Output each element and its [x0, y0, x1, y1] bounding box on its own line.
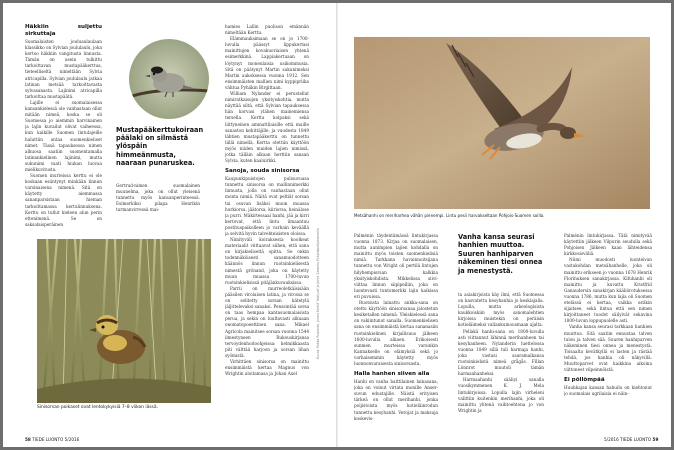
- photo-caption-goose: Metsähanhi on meriharhea vähän pienempi. Lintu pesii harvakseltaan Pohjois-Suomen soilla.: [354, 213, 545, 218]
- pull-quote-blackcap: Mustapääkerttukoiraan päälaki on silmästä ylöspäin himmeänmusta, naaraan punaruskea.: [116, 126, 204, 167]
- right-column-1: [354, 233, 438, 429]
- right-column-2: [458, 292, 544, 428]
- left-column-1: [25, 24, 102, 232]
- duckling-illustration: [37, 239, 211, 403]
- publication-name: TIEDE LUONTO 5/2016: [32, 437, 80, 442]
- section-heading-pollo: Ei pöllömpää: [564, 377, 605, 384]
- body-paragraph: Nimityväli koiraksesta koolkeat materiaalit viittaavat siihen, että sana on kirjakieliseltä opitta. Se onkin todennäköisesti sanamuodotteen käännös linnun ruotsinkielisestä nimestä grönand, joka on käytetty muun muassa 1700-luvun ruotsinkielisissä pitäjänkuvauksissa.: [225, 237, 309, 285]
- body-paragraph: Gertrud-nimen suomalainen muunelma, joka on ollut yleisenä tunnettu myös kansanperinteessä. Esimerkiksi pilapa Henrikin turmanvirressä mai-: [116, 183, 200, 213]
- blackcap-photo: [129, 39, 209, 119]
- publication-name: 5/2016 TIEDE LUONTO: [604, 437, 652, 442]
- page-number: 59: [652, 437, 659, 442]
- section-heading-hanhi: Halla hanhen siiven alla: [354, 371, 430, 378]
- right-page: [338, 3, 671, 447]
- body-paragraph: Ruotsista lainattu ankka-sana on otettu käyttöön sinisorsanaa jalostetun kesiketallen nimenä. Yleiskielessä sana on vakiintunut sanalla. Suomenkielisen sana on ensimmäistä kertaa sananasiin ruotsinkielinen kirjallisuus jälkeen 1600-luvulla alkaen. Erikoisesti sunmen murteissa varsinkin Kannakselle on elämyksiä sekä jo varhaisemmin käytetty myös luonnonvaraisesta sinisorsasta.: [354, 300, 438, 366]
- body-paragraph: Suomen murteissa kerttu ei ole koskaan esiintynyt minkään linnun varsinaisena nimenä. Sitä on käytetty aiemmassa sananparsistaan hieman tarkoittamassa kertulinnuksena. Kerttu on tullut kieleen alun perin ettenimenä. Se on saksalaisperäinen: [25, 173, 102, 227]
- body-paragraph: Huuhkajan kansan hahuilu on kiehtonut jo suomalais ugrilaisia ei näin-: [564, 385, 652, 397]
- goose-illustration: [354, 37, 650, 209]
- pull-quote-geese: Vanha kansa seurasi hanhien muuttoa. Suuren hanhiparven näkeminen tiesi onnea ja menestystä.: [458, 233, 543, 275]
- duckling-photo: [37, 239, 211, 403]
- page-footer-left: [25, 437, 79, 442]
- body-paragraph: Lajille ei suomalaisessa kansankielessä ole vanhastaan ollut mitään nimeä, koska se oli Suomessa jo aiemmin harvinainen ja lajin kuvailut olivat vaiheessa, kun kaikille Suomen lintulajeille haluttiin antaa suomenkieliset nimet. Tässä tapauksessa nimen alkuosa saatiin suomentamalla latinankielinen lajinimi, mutta sukunimi vaati hiukan luovaa mielikuvitusta.: [25, 99, 102, 172]
- body-paragraph: Hanhi on vanha balttilainen lainasana, joka on voinut virtata monille Anser-suvun edustajille. Näistä erityisen tärkeä on ollut merihanhi, jonka poijistoista myös kotieläinrodun tunnettu kesyhanhi. Verojat ja maksuja koskevis-: [354, 379, 438, 421]
- body-paragraph: William Nylander ei perustellut nimiratkaisujen yksityiskohtia, mutta näyttää siltä, että Sylvian tapauksessa hän korvasi ylähen mainemiensa tersella. Kertta kolpaksi sekä liittyneinen ammattilaisille että muille sanaston kehittäjille, ja vuodesta 1849 lähtien mustapääkerttu on tunnettu tällä nimellä. Kertta otettiin käyttöön myös niiden muiden lajien nimissä, jotka tälläin alkaan herttiin sanaan Sylvia, kuten kaaluirkki.: [225, 91, 309, 164]
- body-paragraph: Parrii on murreoletkäisisään pääsilen virolaisen latina, ja virossa se on selitetty sorsan kätetylä jäljittelevaksi sanaksi. Penssintää sorsa on taas hempaa kantasuomalaisista perua, ja sekin on luultavasti alkuaan onomatopoeettinen sana. Mikael Agricola mainitsee sorsan vuonna 1544 ilmestyneen Rukouskirjansa tervoydenhoitoohjeissa: kelmikkaasta piti välttää harjoon ja sorsan lihan syömistä.: [225, 285, 309, 358]
- photo-credit: Kuvat: Pekka Rusanen, Jonna Ernist Yesilyurt ja Jonni Salmela Pohjoispohjanmaalla: [316, 228, 320, 359]
- body-paragraph: Pellakä hanhi-sana on 1800-luvulla asti viittannut lähinnä merihanheen tai kesyhanheen. Nylanderin luettelossa vuonna 1849 sillä tuli harmaja hanhi, joka vastasi saaramalkansa ruotsinkielistä nimeä grågås. Fillan Lönnrot muutoli tämän harmaahanheksi.: [458, 328, 544, 377]
- body-paragraph: ta asiakirjoista käy ilmi, että Suomessa on kasvatettu kesyhanhia jo keskiajalla. Lopulla, mutta arkeologisista kaukkoiskiin myös sanomalehtien kirjoissa muistekin on peräisin kotieläimeksi vallankumousmaan ajalta.: [458, 292, 544, 328]
- page-footer-right: [604, 437, 658, 442]
- body-paragraph: Palménin täydentämässä lintukirjassa vuonna 1873. Kirjaa on suomalaisen, mutta aunimpien lajien kohdalla on mainittu myös toisten suomenkielisiä nimiä. Tarkkana havainnoitsijana tunnettu von Wright oli pertilä lintujen hilyhempiorsan kalkkia yksityiskohdista. Mikkelissa siivi- viittaa linnun siipipeiliin, joka on luontevasti tuntomerkki lajin kaikissa eri puvuissa.: [354, 233, 438, 299]
- body-paragraph: Suomalaisten jouluaulaulaan klassikko on Sylvian joululaulu, joka kertoo häkkiin vangitusta linnusta. Tämän on usein tulkittu tarkoittavan mustapääkerttua, tieteelliseltä nimeltään Sylvia atricapilla. Sylvian joululaulu jatkaa latinan metsää tarkoittavasta sylvasanasta. Lajinimi atricapilla tarkoittaa mustapäätä.: [25, 39, 102, 99]
- body-paragraph: Elämmauksimaan se on jo 1700-luvulla päässyt lippukertasi mainittujen kovakuoriaisen yhtenä esimerkkinä. Lappiakertuaan on löytynyt monenlaisia usikommusia. Sitä on päätynyt Martin sukunimeksi Martin aukoksessa vuonna 1912. Sen ensimmäisten mallien nimi kyppipriika vähtua Pyhäkin Birgittaan.: [225, 36, 309, 90]
- page-number: 58: [25, 437, 31, 442]
- section-heading-sirkuttaja: Häkkiin suljettu sirkuttaja: [25, 24, 102, 37]
- body-paragraph: Kaupunkipuistojen pulisuvuasa tunnettu sinisorsa on mallinnimerkki linnusta, jolla on vanhastaan ollut monta nimiä. Näitä ovat peltiät sorsan tai osuvan lisäksi muun muassa hurkiorsa, jäätorsa, kiiriorsa, heinälose ja purri. Mäkirtessaai hanhi, jää ja kirri kertovat, että lintu ilmaantuu postituspaikolleen jo varhain keväällä ja selvitä hyvin talvehteisisten oloissa.: [225, 176, 309, 236]
- left-column-3: [225, 24, 309, 426]
- section-heading-sinisorsa: Sanoja, souda sinisorsa: [225, 168, 300, 175]
- left-column-2-bottom: [116, 183, 200, 227]
- body-paragraph: Virhittäen sinisorsa on mainittu ensimmäistä kertaa Magnus von Wrightin aloitamasa ja Johan Axel: [225, 358, 309, 377]
- photo-caption-duckling: Sinisorsan poikaset ovat lentokykyisiä 7–8 viikon iässä.: [37, 405, 158, 410]
- blackcap-illustration: [129, 39, 209, 119]
- body-paragraph: Palménin lintukirjassa. Tätä nimityvää käytettiin jälkeen Vilpurin seudulla sekä Pohjoisen Jälkeen kaan lähteidensa kirkkosisväliä.: [564, 233, 652, 257]
- body-paragraph: Niimi muodosti luonteivan vastakohdan metsähanhelle, joka oli mainittu erikseen jo vuonna 1678 Henrik Florinuksen sanakirjassa. Kifuhanhi oli mainittu ja kuvattu Kristfrid Ganaudersin sanakirjan kääliörotuksessa vuonna 1786, mutta kun lajia oli Suomen etelässä ei kertaa, vaikka ostikin sijaitsee, sekä lintua että sen nimen kirjoittaneet tuodot säilyivät sekavina 1800-luvun loppupuolelle asti.: [564, 257, 652, 324]
- left-page: [3, 3, 336, 447]
- goose-photo: [354, 37, 650, 209]
- magazine-spread: [3, 3, 671, 447]
- body-paragraph: Vanha kansa seurasi tarkkaan hanhien muuttoa. Sitä saatiin ennustaa talven tulon ja talven sää. Suuren hanhiparven näkeminen tiesi onnea ja menestystä. Toisaalta kevätkyllä ei lasten ja rästää tehdä, jos hanhia oli näkyvillä. Muuttoparvet ovat kaikkina aikoina viittoneet vilpeinnöistä.: [564, 324, 652, 373]
- right-column-3: [564, 233, 652, 429]
- body-paragraph: Harmaahanhi sääliyi sanalla vuosikymmenen K. J. Mela lintukirjoissa. Lopulla lajin virheleni valittiin kuitenkin merihanhi, joka oli mainittu yhtenä vaihtoehtona jo von Wrightin ja: [458, 377, 544, 413]
- body-paragraph: hamies Lallin puolison emännän nimeltään Kerttu.: [225, 24, 309, 36]
